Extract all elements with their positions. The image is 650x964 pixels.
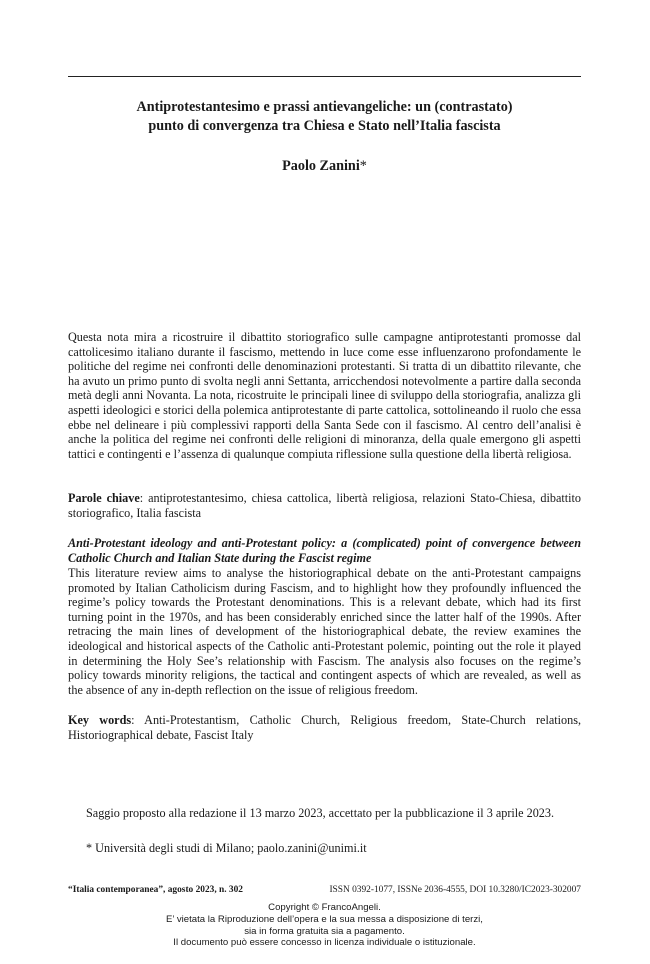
author (68, 157, 581, 175)
copyright-line: E’ vietata la Riproduzione dell’opera e la sua messa a disposizione di terzi, (166, 913, 483, 925)
author-footnote-mark: * (359, 158, 367, 174)
header-rule (68, 76, 581, 77)
submission-note: Saggio proposto alla redazione il 13 marzo 2023, accettato per la pubblicazione il 3 aprile 2023. (86, 806, 555, 820)
author-name: Paolo Zanini (282, 158, 360, 174)
page-footer (68, 884, 581, 896)
copyright-line: sia in forma gratuita sia a pagamento. (244, 925, 405, 937)
abstract-english: This literature review aims to analyse the historiographical debate on the anti-Protestant campaigns promoted by Italian Catholicism during Fascism, and to highlight how they profoundly influenced the regime’s policy towards the Protestant denominations. This is a relevant debate, which had its first turning point in the 1970s, and has been considerably enriched since the latter half of the 1990s. After retracing the main lines of development of the historiographical debate, the review examines the ideological and historical aspects of the Catholic anti-Protestant polemic, pointing out the role it played in determining the Holy See’s relationship with Fascism. The analysis also focuses on the regime’s policy towards minority religions, the tactical and contingent aspects of which are revealed, as well as the absence of any in-depth reflection on the issue of religious freedom. (68, 566, 581, 697)
keywords-english (68, 713, 581, 742)
copyright-line: Il documento può essere concesso in licenza individuale o istituzionale. (173, 937, 476, 949)
keywords-italian-label: Parole chiave (68, 491, 140, 505)
article-title-line: Antiprotestantesimo e prassi antievangeliche: un (contrastato) (136, 99, 513, 115)
journal-citation: “Italia contemporanea”, agosto 2023, n. 302 (68, 885, 243, 895)
keywords-english-text: : Anti-Protestantism, Catholic Church, Religious freedom, State-Church relations, Historiographical debate, Fascist Italy (68, 713, 582, 742)
english-title: Anti-Protestant ideology and anti-Protestant policy: a (complicated) point of convergence between Catholic Church and Italian State during the Fascist regime (68, 536, 581, 565)
copyright-line: Copyright © FrancoAngeli. (268, 902, 381, 913)
keywords-italian-text: : antiprotestantesimo, chiesa cattolica, libertà religiosa, relazioni Stato-Chiesa, dibattito storiografico, Italia fascista (68, 491, 581, 520)
article-title (68, 98, 581, 136)
article-title-line: punto di convergenza tra Chiesa e Stato nell’Italia fascista (148, 118, 501, 134)
keywords-italian (68, 491, 581, 520)
keywords-english-label: Key words (68, 713, 132, 727)
abstract-italian: Questa nota mira a ricostruire il dibattito storiografico sulle campagne antiprotestanti promosse dal cattolicesimo italiano durante il fascismo, mettendo in luce come esse influenzarono profondamente le politiche del regime nei confronti delle denominazioni protestanti. Si tratta di un dibattito rilevante, che ha avuto un primo punto di svolta negli anni Settanta, arricchendosi notevolmente a partire dalla seconda metà degli anni Novanta. La nota, ricostruite le principali linee di sviluppo della storiografia, analizza gli aspetti ideologici e storici della polemica antiprotestante di parte cattolica, sottolineando il ruolo che essa ebbe nel delineare i più complessivi rapporti della Santa Sede con il fascismo. Al centro dell’analisi è anche la politica del regime nei confronti delle religioni di minoranza, della quale emergono gli aspetti tattici e contingenti e l’assenza di qualunque compiuta riflessione sulla questione della libertà religiosa. (68, 330, 581, 461)
author-affiliation: * Università degli studi di Milano; paolo.zanini@unimi.it (86, 841, 367, 855)
copyright-notice (68, 902, 581, 949)
journal-identifiers: ISSN 0392-1077, ISSNe 2036-4555, DOI 10.3280/IC2023-302007 (329, 885, 581, 895)
